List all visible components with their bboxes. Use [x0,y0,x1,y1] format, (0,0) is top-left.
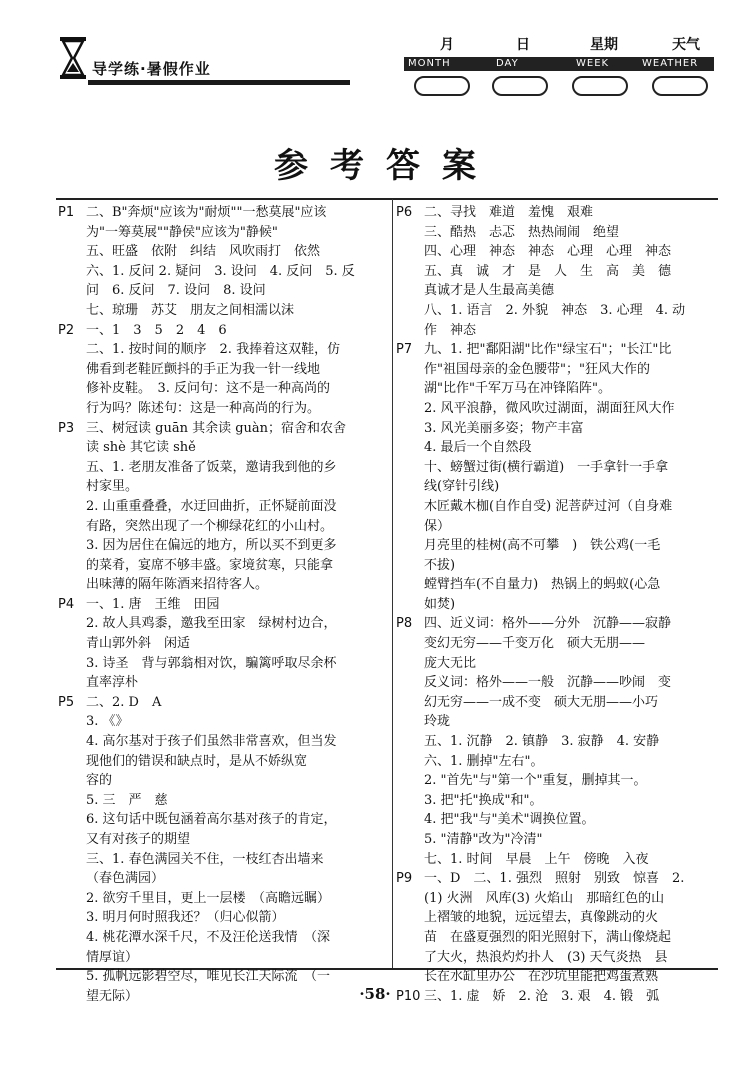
answer-line: 出味薄的隔年陈酒来招待客人。 [86,577,269,593]
answer-line: 2. "首先"与"第一个"重复，删掉其一。 [424,773,647,789]
answer-line: 3. 把"托"换成"和"。 [424,792,543,808]
page-title: 参考答案 [274,146,498,186]
answer-line: 2. 故人具鸡黍，邀我至田家 绿树村边合， [86,616,337,632]
answer-line: 保） [424,518,451,534]
answer-line: 一、D 二、1. 强烈 照射 别致 惊喜 2. [424,871,685,887]
answer-line: 二、1. 按时间的顺序 2. 我捧着这双鞋，仿 [86,342,341,358]
brand-title: 导学练·暑假作业 [92,60,211,78]
week-label: 星期 [590,37,618,53]
answer-line: 三、1. 虚 娇 2. 沧 3. 艰 4. 锻 弧 [424,988,660,1004]
section-page-label: P2 [58,322,75,338]
answer-line: 直率淳朴 [86,675,139,691]
brand-underline [88,80,350,85]
answer-line: 又有对孩子的期望 [86,832,191,847]
week-en: WEEK [576,58,610,69]
answer-line: 修补皮鞋。 3. 反问句：这不是一种高尚的 [86,381,331,397]
answer-line: 线(穿针引线) [424,479,500,495]
section-page-label: P8 [396,616,413,632]
section-page-label: P4 [58,596,75,612]
answer-line: 青山郭外斜 闲适 [86,636,191,652]
answer-line: 反义词：格外——一般 沉静——吵闹 变 [424,675,672,691]
section-page-label: P10 [396,988,421,1004]
answer-line: 玲珑 [424,714,451,730]
column-divider [392,199,393,969]
section-page-label: P7 [396,342,413,358]
answer-section [58,693,386,1007]
answer-line: 情厚谊） [86,949,139,965]
section-page-label: P5 [58,694,75,710]
date-strip [404,57,714,71]
section-page-label: P1 [58,205,75,220]
answer-line: 如焚) [424,596,456,612]
answer-line: 十、螃蟹过街(横行霸道) 一手拿针一手拿 [424,459,669,475]
answer-line: 四、近义词：格外——分外 沉静——寂静 [424,616,672,632]
answer-line: 3. 《》 [86,714,129,730]
answer-line: 不拔) [424,557,456,573]
left-column [58,203,386,1006]
answer-line: 4. 最后一个自然段 [424,440,532,456]
top-rule [56,198,718,200]
section-page-label: P9 [396,871,413,887]
answer-line: 真诚才是人生最高美德 [424,283,555,299]
answer-line: 一、1 3 5 2 4 6 [86,322,227,338]
answer-line: 现他们的错误和缺点时，是从不娇纵宽 [86,753,308,769]
answer-line: 七、琼珊 苏艾 朋友之间相濡以沫 [86,302,295,318]
month-en: MONTH [408,58,451,69]
weather-en: WEATHER [642,58,699,69]
month-box [414,76,470,96]
month-label: 月 [440,37,454,53]
answer-line: 八、1. 语言 2. 外貌 神态 3. 心理 4. 动 [424,302,686,318]
answer-line: 木匠戴木枷(自作自受) 泥菩萨过河（自身难 [424,498,673,514]
answer-line: 六、1. 删掉"左右"。 [424,753,544,769]
answer-line: 上褶皱的地貌，远远望去，真像跳动的火 [424,910,659,926]
answer-line: 容的 [86,773,113,789]
answer-line: 了大火，热浪灼灼扑人 (3) 天气炎热 县 [424,949,668,965]
answer-lines [86,321,386,419]
answer-line: 庞大无比 [424,655,477,671]
answer-line: 三、1. 春色满园关不住，一枝红杏出墙来 [86,851,324,867]
answer-line: 五、旺盛 依附 纠结 风吹雨打 依然 [86,244,321,260]
answer-line: 3. 因为居住在偏远的地方，所以买不到更多 [86,538,337,554]
answer-line: 4. 把"我"与"美术"调换位置。 [424,812,595,828]
answer-line: 三、树冠读 guān 其余读 guàn；宿舍和农舍 [86,420,347,436]
answer-line: 2. 风平浪静，微风吹过湖面，湖面狂风大作 [424,400,675,416]
answer-line: 一、1. 唐 王维 田园 [86,596,220,612]
weather-label: 天气 [672,37,700,53]
answer-line: 3. 诗圣 背与郭翁相对饮，騙篱呼取尽余杯 [86,655,337,671]
answer-line: 4. 桃花潭水深千尺，不及汪伦送我情 （深 [86,929,331,945]
answer-line: 螳臂挡车(不自量力) 热锅上的蚂蚁(心急 [424,577,661,593]
answer-line: 五、真 诚 才 是 人 生 高 美 德 [424,263,672,279]
answer-section [58,595,386,693]
answer-section [396,614,718,869]
answer-line: (1) 火洲 风库(3) 火焰山 那暗红色的山 [424,890,665,906]
answer-line: 4. 高尔基对于孩子们虽然非常喜欢，但当发 [86,734,337,750]
answer-line: 佛看到老鞋匠颤抖的手正为我一针一线地 [86,361,321,377]
answer-line: 望无际） [86,988,139,1004]
date-labels [406,34,716,54]
answer-lines [86,419,386,595]
answer-section [58,419,386,595]
answer-lines [86,595,386,693]
answer-line: 3. 明月何时照我还？（归心似箭） [86,910,285,926]
answer-line: 长在水缸里办公 在沙坑里能把鸡蛋煮熟 [424,969,659,985]
day-en: DAY [496,58,519,69]
answer-lines [86,203,386,321]
right-column [396,203,718,1006]
answer-line: 变幻无穷——千变万化 硕大无朋—— [424,636,646,652]
answer-line: 苗 在盛夏强烈的阳光照射下，满山像烧起 [424,929,672,945]
answer-line: 读 shè 其它读 shě [86,440,196,456]
section-page-label: P3 [58,420,75,436]
answer-line: 六、1. 反问 2. 疑问 3. 设问 4. 反问 5. 反 [86,263,355,279]
page-number: ·58· [359,985,391,1003]
answer-line: 三、酷热 忐忑 热热闹闹 绝望 [424,224,620,240]
answer-line: 四、心理 神态 神态 心理 心理 神态 [424,244,672,260]
answer-line: 为"一筹莫展""静侯"应该为"静候" [86,224,278,240]
answer-line: 二、寻找 难道 羞愧 艰难 [424,205,594,220]
answer-line: 问 6. 反问 7. 设问 8. 设问 [86,283,266,299]
answer-line: 村家里。 [86,479,139,495]
page-header [0,0,750,100]
answer-section [396,203,718,340]
answer-line: 5. 孤帆远影碧空尽，唯见长江天际流 （一 [86,969,331,985]
hourglass-icon [58,36,88,80]
answer-line: 作"祖国母亲的金色腰带"；"狂风大作的 [424,361,650,377]
answer-line: 2. 欲穷千里目，更上一层楼 （高瞻远瞩） [86,890,331,906]
weather-box [652,76,708,96]
answer-line: 湖"比作"千军万马在冲锋陷阵"。 [424,381,611,397]
answer-line: 行为吗？陈述句：这是一种高尚的行为。 [86,400,321,416]
answer-line: 2. 山重重叠叠，水迂回曲折，正怀疑前面没 [86,498,337,514]
answer-line: 有路，突然出现了一个柳绿花红的小山村。 [86,518,334,534]
answer-line: 的菜肴，宴席不够丰盛。家境贫寒，只能拿 [86,557,334,573]
answer-line: （春色满园） [86,871,165,887]
day-label: 日 [516,37,530,53]
answer-section [58,321,386,419]
answer-line: 九、1. 把"鄱阳湖"比作"绿宝石"；"长江"比 [424,342,672,358]
answer-line: 五、1. 沉静 2. 镇静 3. 寂静 4. 安静 [424,734,660,750]
answer-lines [424,614,718,869]
answer-line: 二、2. D A [86,694,162,710]
answer-line: 5. 三 严 慈 [86,792,168,808]
answer-lines [424,340,718,614]
answer-line: 3. 风光美丽多姿；物产丰富 [424,420,584,436]
answer-line: 幻无穷——一成不变 硕大无朋——小巧 [424,694,659,710]
answer-line: 6. 这句话中既包涵着高尔基对孩子的肯定， [86,812,337,828]
answer-section [396,869,718,987]
answer-line: 五、1. 老朋友准备了饭菜，邀请我到他的乡 [86,459,337,475]
answer-lines [86,693,386,1007]
answer-line: 七、1. 时间 早晨 上午 傍晚 入夜 [424,851,649,867]
answer-line: 月亮里的桂树(高不可攀 ) 铁公鸡(一毛 [424,538,661,554]
answer-line: 5. "清静"改为"冷清" [424,832,543,847]
answer-section [396,340,718,614]
answer-section [58,203,386,321]
week-box [572,76,628,96]
day-box [492,76,548,96]
answer-line: 二、B"奔烦"应该为"耐烦""一愁莫展"应该 [86,205,327,220]
answer-lines [424,203,718,340]
answer-line: 作 神态 [424,322,477,338]
section-page-label: P6 [396,205,413,220]
answer-lines [424,869,718,987]
